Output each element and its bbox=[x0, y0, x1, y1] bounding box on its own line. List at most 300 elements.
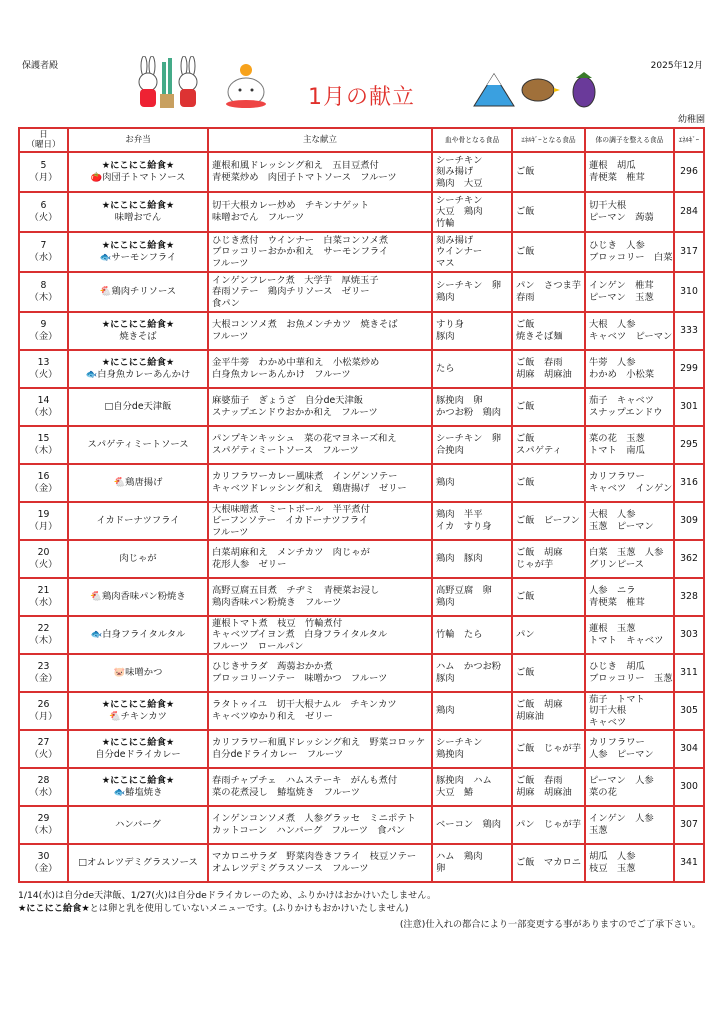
body-line: 玉葱 ピーマン bbox=[589, 521, 654, 532]
energy-food-line: ご飯 胡麻 bbox=[516, 547, 563, 559]
main-menu-cell bbox=[208, 844, 432, 882]
energy-food-line: パン さつま芋 bbox=[516, 280, 582, 292]
energy-food-cell bbox=[512, 312, 585, 350]
blood-bone-line: マス bbox=[436, 257, 455, 269]
bento-cell bbox=[68, 426, 208, 464]
kcal-cell: 301 bbox=[674, 388, 704, 426]
day-number: 5 bbox=[40, 160, 47, 172]
body-line: 菜の花 玉葱 bbox=[589, 433, 645, 445]
blood-bone-cell bbox=[432, 806, 512, 844]
bento-line: 🐟鰆塩焼き bbox=[113, 787, 163, 798]
bento-cell bbox=[68, 272, 208, 312]
date-cell bbox=[19, 768, 68, 806]
body-cell bbox=[585, 464, 674, 502]
energy-food-cell bbox=[512, 192, 585, 232]
main-menu-line: ブロッコリーおかか和え サーモンフライ bbox=[212, 246, 389, 258]
main-menu-cell bbox=[208, 388, 432, 426]
body-cell bbox=[585, 312, 674, 350]
day-number: 30 bbox=[37, 851, 50, 863]
date-cell bbox=[19, 654, 68, 692]
blood-bone-line: 鶏挽肉 bbox=[436, 749, 464, 760]
main-menu-cell bbox=[208, 502, 432, 540]
fuji-hawk-eggplant-illustration bbox=[472, 66, 606, 110]
main-menu-line: 食パン bbox=[212, 297, 240, 309]
bento-line: ★にこにこ給食★ bbox=[101, 319, 175, 331]
energy-food-cell bbox=[512, 768, 585, 806]
bento-line: ★にこにこ給食★ bbox=[101, 160, 175, 172]
energy-food-cell bbox=[512, 616, 585, 654]
main-menu-line: カリフラワーカレー風味煮 インゲンソテー bbox=[212, 471, 398, 483]
energy-food-line: スパゲティ bbox=[516, 445, 562, 456]
main-menu-line: 春雨チャプチェ ハムステーキ がんも煮付 bbox=[212, 775, 398, 787]
weekday: （月） bbox=[29, 172, 58, 183]
body-line: 切干大根 bbox=[589, 200, 627, 212]
blood-bone-cell bbox=[432, 388, 512, 426]
bento-line: 味噌おでん bbox=[114, 212, 162, 223]
main-menu-line: フルーツ bbox=[212, 331, 249, 342]
blood-bone-cell bbox=[432, 350, 512, 388]
main-menu-line: 白菜胡麻和え メンチカツ 肉じゃが bbox=[212, 547, 370, 559]
blood-bone-line: 合挽肉 bbox=[436, 445, 464, 456]
energy-food-cell bbox=[512, 654, 585, 692]
blood-bone-line: シーチキン bbox=[436, 737, 483, 749]
kagami-mochi-illustration bbox=[222, 62, 270, 108]
bento-line: 🐔鶏唐揚げ bbox=[113, 477, 163, 489]
weekday: （水） bbox=[29, 407, 58, 418]
energy-food-line: ご飯 ビーフン bbox=[516, 515, 580, 527]
kcal-cell: 303 bbox=[674, 616, 704, 654]
energy-food-line: パン じゃが芋 bbox=[516, 819, 582, 831]
bento-cell bbox=[68, 692, 208, 730]
blood-bone-cell bbox=[432, 312, 512, 350]
body-line: インゲン 椎茸 bbox=[589, 280, 654, 292]
body-cell bbox=[585, 806, 674, 844]
body-line: ひじき 人参 bbox=[589, 240, 645, 252]
date-cell bbox=[19, 192, 68, 232]
table-row bbox=[19, 540, 704, 578]
col-bento: お弁当 bbox=[68, 128, 208, 152]
blood-bone-line: 竹輪 bbox=[436, 217, 455, 229]
blood-bone-line: 大豆 鰆 bbox=[436, 787, 474, 798]
date-cell bbox=[19, 426, 68, 464]
weekday: （金） bbox=[29, 673, 58, 684]
body-line: トマト キャベツ bbox=[589, 635, 664, 646]
blood-bone-cell bbox=[432, 426, 512, 464]
body-line: 大根 人参 bbox=[589, 509, 636, 521]
date-cell bbox=[19, 272, 68, 312]
day-number: 19 bbox=[37, 509, 50, 521]
recipient: 保護者殿 bbox=[22, 61, 59, 71]
day-number: 14 bbox=[37, 395, 50, 407]
main-menu-line: キャベツゆかり和え ゼリー bbox=[212, 711, 333, 722]
weekday: （木） bbox=[29, 635, 58, 646]
date-cell bbox=[19, 350, 68, 388]
main-menu-cell bbox=[208, 426, 432, 464]
main-menu-line: 春雨ソテー 鶏肉チリソース ゼリー bbox=[212, 286, 370, 298]
energy-food-cell bbox=[512, 388, 585, 426]
bento-cell bbox=[68, 312, 208, 350]
bento-line: 🐟白身フライタルタル bbox=[90, 629, 186, 641]
table-row bbox=[19, 654, 704, 692]
table-row bbox=[19, 152, 704, 192]
kcal-cell: 295 bbox=[674, 426, 704, 464]
blood-bone-line: シーチキン bbox=[436, 194, 483, 206]
body-cell bbox=[585, 152, 674, 192]
body-cell bbox=[585, 232, 674, 272]
table-row bbox=[19, 768, 704, 806]
blood-bone-line: ハム 鶏肉 bbox=[436, 851, 483, 863]
body-cell bbox=[585, 654, 674, 692]
bento-line: ★にこにこ給食★ bbox=[101, 737, 175, 749]
day-number: 13 bbox=[37, 357, 50, 369]
body-cell bbox=[585, 730, 674, 768]
weekday: （木） bbox=[29, 292, 58, 303]
blood-bone-line: 鶏肉 bbox=[436, 597, 455, 608]
body-line: 胡瓜 人参 bbox=[589, 851, 636, 863]
day-number: 21 bbox=[37, 585, 50, 597]
bento-cell bbox=[68, 464, 208, 502]
bento-line: イカドーナツフライ bbox=[96, 515, 180, 527]
kcal-cell: 362 bbox=[674, 540, 704, 578]
body-line: カリフラワー bbox=[589, 737, 645, 749]
energy-food-cell bbox=[512, 806, 585, 844]
table-row bbox=[19, 272, 704, 312]
kcal-cell: 296 bbox=[674, 152, 704, 192]
blood-bone-line: 刻み揚げ bbox=[436, 234, 474, 246]
energy-food-line: 胡麻油 bbox=[516, 711, 544, 722]
main-menu-line: インゲンフレーク煮 大学芋 厚焼玉子 bbox=[212, 274, 379, 286]
date-cell bbox=[19, 232, 68, 272]
blood-bone-line: 鶏肉 半平 bbox=[436, 509, 483, 521]
main-menu-line: 自分deドライカレー フルーツ bbox=[212, 749, 344, 760]
school-name: 幼稚園 bbox=[677, 115, 705, 125]
blood-bone-cell bbox=[432, 464, 512, 502]
date-cell bbox=[19, 464, 68, 502]
weekday: （月） bbox=[29, 711, 58, 722]
energy-food-line: ご飯 bbox=[516, 477, 535, 489]
bento-cell bbox=[68, 768, 208, 806]
blood-bone-cell bbox=[432, 272, 512, 312]
body-line: 玉葱 bbox=[589, 825, 608, 836]
weekday: （火） bbox=[29, 749, 58, 760]
table-row bbox=[19, 312, 704, 350]
energy-food-line: ご飯 春雨 bbox=[516, 775, 563, 787]
main-menu-line: 鶏肉香味パン粉焼き フルーツ bbox=[212, 597, 342, 608]
bento-cell bbox=[68, 152, 208, 192]
day-number: 16 bbox=[37, 471, 50, 483]
body-line: わかめ 小松菜 bbox=[589, 369, 655, 380]
bento-cell bbox=[68, 730, 208, 768]
main-menu-line: マカロニサラダ 野菜肉巻きフライ 枝豆ソテー bbox=[212, 851, 417, 863]
body-line: 人参 ニラ bbox=[589, 585, 636, 597]
main-menu-cell bbox=[208, 192, 432, 232]
kcal-cell: 316 bbox=[674, 464, 704, 502]
blood-bone-cell bbox=[432, 768, 512, 806]
body-line: 大根 人参 bbox=[589, 319, 636, 331]
day-number: 27 bbox=[37, 737, 50, 749]
bento-line: ★にこにこ給食★ bbox=[101, 200, 175, 212]
main-menu-line: 切干大根カレー炒め チキンナゲット bbox=[212, 200, 370, 212]
weekday: （水） bbox=[29, 252, 58, 263]
body-line: 茄子 トマト bbox=[589, 693, 645, 705]
main-menu-line: インゲンコンソメ煮 人参グラッセ ミニポテト bbox=[212, 813, 416, 825]
body-line: 菜の花 bbox=[589, 787, 617, 798]
col-body: 体の調子を整える食品 bbox=[585, 128, 674, 152]
bento-line: 🐔鶏肉香味パン粉焼き bbox=[90, 591, 186, 603]
bento-line: 🍅肉団子トマトソース bbox=[90, 172, 186, 183]
blood-bone-cell bbox=[432, 192, 512, 232]
main-menu-line: 大根味噌煮 ミートボール 半平煮付 bbox=[212, 503, 370, 515]
body-cell bbox=[585, 844, 674, 882]
body-cell bbox=[585, 388, 674, 426]
main-menu-line: 高野豆腐五目煮 チヂミ 青梗菜お浸し bbox=[212, 585, 380, 597]
bento-line: 肉じゃが bbox=[119, 553, 157, 565]
main-menu-cell bbox=[208, 616, 432, 654]
energy-food-cell bbox=[512, 730, 585, 768]
body-line: インゲン 人参 bbox=[589, 813, 654, 825]
table-row bbox=[19, 844, 704, 882]
main-menu-line: ラタトゥイユ 切干大根ナムル チキンカツ bbox=[212, 699, 397, 711]
body-line: スナップエンドウ bbox=[589, 407, 663, 418]
bento-cell bbox=[68, 232, 208, 272]
body-line: 牛蒡 人参 bbox=[589, 357, 636, 369]
body-line: 青梗菜 椎茸 bbox=[589, 172, 645, 183]
body-cell bbox=[585, 426, 674, 464]
weekday: （火） bbox=[29, 559, 58, 570]
blood-bone-line: 鶏肉 大豆 bbox=[436, 177, 483, 189]
footer-note-2-text: とは卵と乳を使用していないメニューです。(ふりかけもおかけいたしません) bbox=[89, 903, 409, 914]
bento-cell bbox=[68, 388, 208, 426]
body-line: トマト 南瓜 bbox=[589, 445, 645, 456]
kcal-cell: 311 bbox=[674, 654, 704, 692]
table-row bbox=[19, 388, 704, 426]
blood-bone-line: 鶏肉 豚肉 bbox=[436, 553, 483, 565]
weekday: （月） bbox=[29, 521, 58, 532]
footer-note-3: (注意)仕入れの都合により一部変更する事がありますのでご了承下さい。 bbox=[399, 919, 701, 930]
body-cell bbox=[585, 578, 674, 616]
blood-bone-cell bbox=[432, 654, 512, 692]
kcal-cell: 305 bbox=[674, 692, 704, 730]
main-menu-cell bbox=[208, 578, 432, 616]
kcal-cell: 304 bbox=[674, 730, 704, 768]
day-number: 15 bbox=[37, 433, 50, 445]
bento-cell bbox=[68, 806, 208, 844]
table-row bbox=[19, 426, 704, 464]
bento-line: 🐷味噌かつ bbox=[113, 667, 163, 679]
kcal-cell: 299 bbox=[674, 350, 704, 388]
energy-food-line: 胡麻 胡麻油 bbox=[516, 787, 572, 798]
body-cell bbox=[585, 692, 674, 730]
body-line: ピーマン 人参 bbox=[589, 775, 654, 787]
blood-bone-line: 高野豆腐 卵 bbox=[436, 585, 492, 597]
day-number: 29 bbox=[37, 813, 50, 825]
blood-bone-cell bbox=[432, 692, 512, 730]
energy-food-line: ご飯 bbox=[516, 166, 535, 178]
energy-food-cell bbox=[512, 232, 585, 272]
energy-food-line: ご飯 bbox=[516, 667, 535, 679]
blood-bone-line: シーチキン 卵 bbox=[436, 433, 501, 445]
main-menu-line: フルーツ bbox=[212, 257, 249, 269]
energy-food-line: ご飯 じゃが芋 bbox=[516, 743, 582, 755]
blood-bone-line: 卵 bbox=[436, 863, 446, 874]
main-menu-cell bbox=[208, 152, 432, 192]
col-energy-food: ｴﾈﾙｷﾞｰとなる食品 bbox=[512, 128, 585, 152]
energy-food-cell bbox=[512, 272, 585, 312]
main-menu-line: 白身魚カレーあんかけ フルーツ bbox=[212, 369, 351, 380]
blood-bone-cell bbox=[432, 578, 512, 616]
main-menu-cell bbox=[208, 768, 432, 806]
main-menu-cell bbox=[208, 350, 432, 388]
blood-bone-line: ウインナー bbox=[436, 246, 483, 258]
bento-line: 自分deドライカレー bbox=[95, 749, 181, 760]
energy-food-line: ご飯 bbox=[516, 206, 535, 218]
table-row bbox=[19, 616, 704, 654]
bento-line: □オムレツデミグラスソース bbox=[78, 857, 198, 869]
body-cell bbox=[585, 616, 674, 654]
body-line: キャベツ ピーマン bbox=[589, 331, 673, 342]
main-menu-line: キャベツドレッシング和え 鶏唐揚げ ゼリー bbox=[212, 483, 407, 494]
date-cell bbox=[19, 616, 68, 654]
main-menu-line: スパゲティミートソース フルーツ bbox=[212, 445, 359, 456]
issue-date: 2025年12月 bbox=[650, 61, 703, 71]
weekday: （水） bbox=[29, 787, 58, 798]
bento-line: ハンバーグ bbox=[115, 819, 161, 831]
body-line: ブロッコリー 玉葱 bbox=[589, 673, 673, 684]
table-row bbox=[19, 578, 704, 616]
blood-bone-line: 豚挽肉 卵 bbox=[436, 395, 483, 407]
energy-food-cell bbox=[512, 844, 585, 882]
day-number: 28 bbox=[37, 775, 50, 787]
main-menu-line: ひじき煮付 ウインナー 白菜コンソメ煮 bbox=[212, 234, 389, 246]
bento-line: 🐔チキンカツ bbox=[109, 711, 167, 722]
energy-food-cell bbox=[512, 426, 585, 464]
bento-line: 🐟白身魚カレーあんかけ bbox=[85, 369, 191, 380]
body-cell bbox=[585, 502, 674, 540]
day-number: 23 bbox=[37, 661, 50, 673]
date-cell bbox=[19, 152, 68, 192]
weekday: （金） bbox=[29, 331, 58, 342]
blood-bone-line: 刻み揚げ bbox=[436, 166, 474, 178]
energy-food-cell bbox=[512, 152, 585, 192]
energy-food-line: 焼きそば麺 bbox=[516, 331, 563, 342]
energy-food-line: 春雨 bbox=[516, 292, 535, 303]
main-menu-line: 大根コンソメ煮 お魚メンチカツ 焼きそば bbox=[212, 319, 398, 331]
date-cell bbox=[19, 578, 68, 616]
main-menu-line: ビーフンソテー イカドーナツフライ bbox=[212, 515, 369, 527]
footer-note-2 bbox=[18, 903, 408, 915]
bento-line: □自分de天津飯 bbox=[104, 401, 172, 413]
main-menu-line: キャベツブイヨン煮 白身フライタルタル bbox=[212, 629, 388, 641]
day-number: 20 bbox=[37, 547, 50, 559]
energy-food-cell bbox=[512, 540, 585, 578]
body-line: ブロッコリー 白菜 bbox=[589, 252, 673, 263]
body-line: 白菜 玉葱 人参 bbox=[589, 547, 664, 559]
blood-bone-line: シーチキン bbox=[436, 154, 483, 166]
main-menu-line: 青梗菜炒め 肉団子トマトソース フルーツ bbox=[212, 172, 397, 183]
bento-cell bbox=[68, 844, 208, 882]
body-line: キャベツ インゲン bbox=[589, 483, 673, 494]
date-cell bbox=[19, 540, 68, 578]
energy-food-line: ご飯 bbox=[516, 319, 535, 331]
main-menu-cell bbox=[208, 272, 432, 312]
weekday: （火） bbox=[29, 369, 58, 380]
energy-food-cell bbox=[512, 502, 585, 540]
energy-food-line: ご飯 bbox=[516, 401, 535, 413]
body-line: 蓮根 玉葱 bbox=[589, 623, 636, 635]
date-cell bbox=[19, 312, 68, 350]
blood-bone-line: 豚肉 bbox=[436, 673, 455, 684]
col-main: 主な献立 bbox=[208, 128, 432, 152]
kcal-cell: 341 bbox=[674, 844, 704, 882]
energy-food-cell bbox=[512, 350, 585, 388]
main-menu-cell bbox=[208, 232, 432, 272]
blood-bone-line: 鶏肉 bbox=[436, 292, 455, 303]
bento-line: ★にこにこ給食★ bbox=[101, 775, 175, 787]
energy-food-cell bbox=[512, 692, 585, 730]
body-line: ピーマン 玉葱 bbox=[589, 292, 654, 303]
bento-line: 🐟サーモンフライ bbox=[99, 252, 177, 263]
table-row bbox=[19, 192, 704, 232]
kcal-cell: 333 bbox=[674, 312, 704, 350]
page-title: 1月の献立 bbox=[308, 85, 415, 110]
energy-food-line: ご飯 bbox=[516, 433, 535, 445]
main-menu-cell bbox=[208, 312, 432, 350]
main-menu-line: オムレツデミグラスソース フルーツ bbox=[212, 863, 369, 874]
main-menu-line: 蓮根トマト煮 枝豆 竹輪煮付 bbox=[212, 617, 343, 629]
bento-line: ★にこにこ給食★ bbox=[101, 357, 175, 369]
blood-bone-line: イカ すり身 bbox=[436, 521, 492, 532]
body-cell bbox=[585, 350, 674, 388]
date-cell bbox=[19, 806, 68, 844]
main-menu-line: 蓮根和風ドレッシング和え 五目豆煮付 bbox=[212, 160, 379, 172]
menu-table bbox=[18, 127, 705, 883]
weekday: （金） bbox=[29, 483, 58, 494]
body-line: ピーマン 蒟蒻 bbox=[589, 212, 654, 223]
date-cell bbox=[19, 388, 68, 426]
main-menu-cell bbox=[208, 540, 432, 578]
body-line: 青梗菜 椎茸 bbox=[589, 597, 645, 608]
main-menu-cell bbox=[208, 692, 432, 730]
blood-bone-line: ハム かつお粉 bbox=[436, 661, 502, 673]
main-menu-line: 麻婆茄子 ぎょうざ 自分de天津飯 bbox=[212, 395, 364, 407]
weekday: （木） bbox=[29, 445, 58, 456]
table-header-row bbox=[19, 128, 704, 152]
body-cell bbox=[585, 768, 674, 806]
body-line: 枝豆 玉葱 bbox=[589, 863, 636, 874]
footer-note-1: 1/14(水)は自分de天津飯、1/27(火)は自分deドライカレーのため、ふりかけはおかけいたしません。 bbox=[18, 890, 437, 901]
energy-food-line: ご飯 bbox=[516, 591, 535, 603]
blood-bone-line: 鶏肉 bbox=[436, 477, 455, 489]
col-kcal: ｴﾈﾙｷﾞｰ bbox=[674, 128, 704, 152]
body-line: 茄子 キャベツ bbox=[589, 395, 655, 407]
main-menu-line: 花形人参 ゼリー bbox=[212, 559, 287, 570]
blood-bone-line: ベーコン 鶏肉 bbox=[436, 819, 502, 831]
main-menu-line: フルーツ bbox=[212, 526, 249, 538]
day-number: 22 bbox=[37, 623, 50, 635]
blood-bone-cell bbox=[432, 616, 512, 654]
bento-line: ★にこにこ給食★ bbox=[101, 240, 175, 252]
blood-bone-cell bbox=[432, 540, 512, 578]
energy-food-cell bbox=[512, 464, 585, 502]
table-row bbox=[19, 464, 704, 502]
date-cell bbox=[19, 692, 68, 730]
blood-bone-line: 鶏肉 bbox=[436, 705, 455, 717]
bento-cell bbox=[68, 502, 208, 540]
energy-food-line: 胡麻 胡麻油 bbox=[516, 369, 572, 380]
kcal-cell: 307 bbox=[674, 806, 704, 844]
day-number: 6 bbox=[40, 200, 47, 212]
blood-bone-line: たら bbox=[436, 363, 455, 375]
